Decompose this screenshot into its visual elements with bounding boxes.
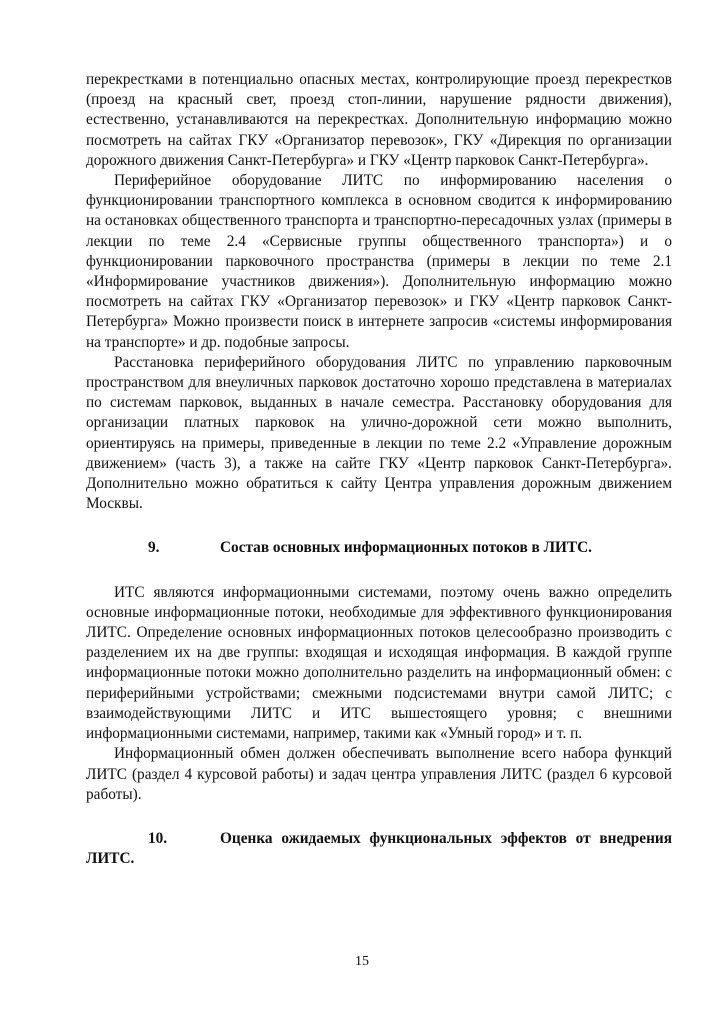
section-10-title: Оценка ожидаемых функциональных эффектов от внедрения ЛИТС. (86, 829, 672, 868)
paragraph-peripheral-info: Периферийное оборудование ЛИТС по информированию населения о функционировании транспортного комплекса в основном сводится к информированию на остановках общественного транспорта и транспортно-пересадочных узлах (примеры в лекции по теме 2.4 «Сервисные группы общественного транспорта») и о функционировании парковочного пространства (примеры в лекции по теме 2.1 «Информирование участников движения»). Дополнительную информацию можно посмотреть на сайтах ГКУ «Организатор перевозок» и ГКУ «Центр парковок Санкт-Петербурга» Можно произвести поиск в интернете запросив «системы информирования на транспорте» и др. подобные запросы. (86, 172, 672, 351)
spacer (86, 559, 672, 583)
paragraph-continuation: перекрестками в потенциально опасных местах, контролирующие проезд перекрестков (проезд на красный свет, проезд стоп-линии, нарушение рядности движения), естественно, устанавливаются на перекрестках. Дополнительную информацию можно посмотреть на сайтах ГКУ «Организатор перевозок», ГКУ «Дирекция по организации дорожного движения Санкт-Петербурга» и ГКУ «Центр парковок Санкт-Петербурга». (86, 71, 672, 169)
section-9-number: 9. (148, 539, 160, 557)
section-10-number: 10. (148, 829, 168, 847)
spacer (86, 514, 672, 538)
section-10-heading (86, 829, 672, 869)
paragraph-its-info-systems: ИТС являются информационными системами, поэтому очень важно определить основные информационные потоки, необходимые для эффективного функционирования ЛИТС. Определение основных информационных потоков целесообразно производить с разделением их на две группы: входящая и исходящая информация. В каждой группе информационные потоки можно дополнительно разделить на информационный обмен: с периферийными устройствами; смежными подсистемами внутри самой ЛИТС; с взаимодействующими ЛИТС и ИТС вышестоящего уровня; с внешними информационными системами, например, такими как «Умный город» и т. п. (86, 583, 672, 743)
section-9-title: Состав основных информационных потоков в ЛИТС. (220, 539, 592, 557)
paragraph-parking-equipment: Расстановка периферийного оборудования ЛИТС по управлению парковочным пространством для внеуличных парковок достаточно хорошо представлена в материалах по системам парковок, выданных в начале семестра. Расстановку оборудования для организации платных парковок на улично-дорожной сети можно выполнить, ориентируясь на примеры, приведенные в лекции по теме 2.2 «Управление дорожным движением» (часть 3), а также на сайте ГКУ «Центр парковок Санкт-Петербурга». Дополнительно можно обратиться к сайту Центра управления дорожным движением Москвы. (86, 353, 672, 513)
paragraph-info-exchange: Информационный обмен должен обеспечивать выполнение всего набора функций ЛИТС (раздел 4 курсовой работы) и задач центра управления ЛИТС (раздел 6 курсовой работы). (86, 745, 672, 803)
spacer (86, 805, 672, 829)
section-9-heading (86, 538, 672, 558)
page-number: 15 (355, 954, 369, 969)
